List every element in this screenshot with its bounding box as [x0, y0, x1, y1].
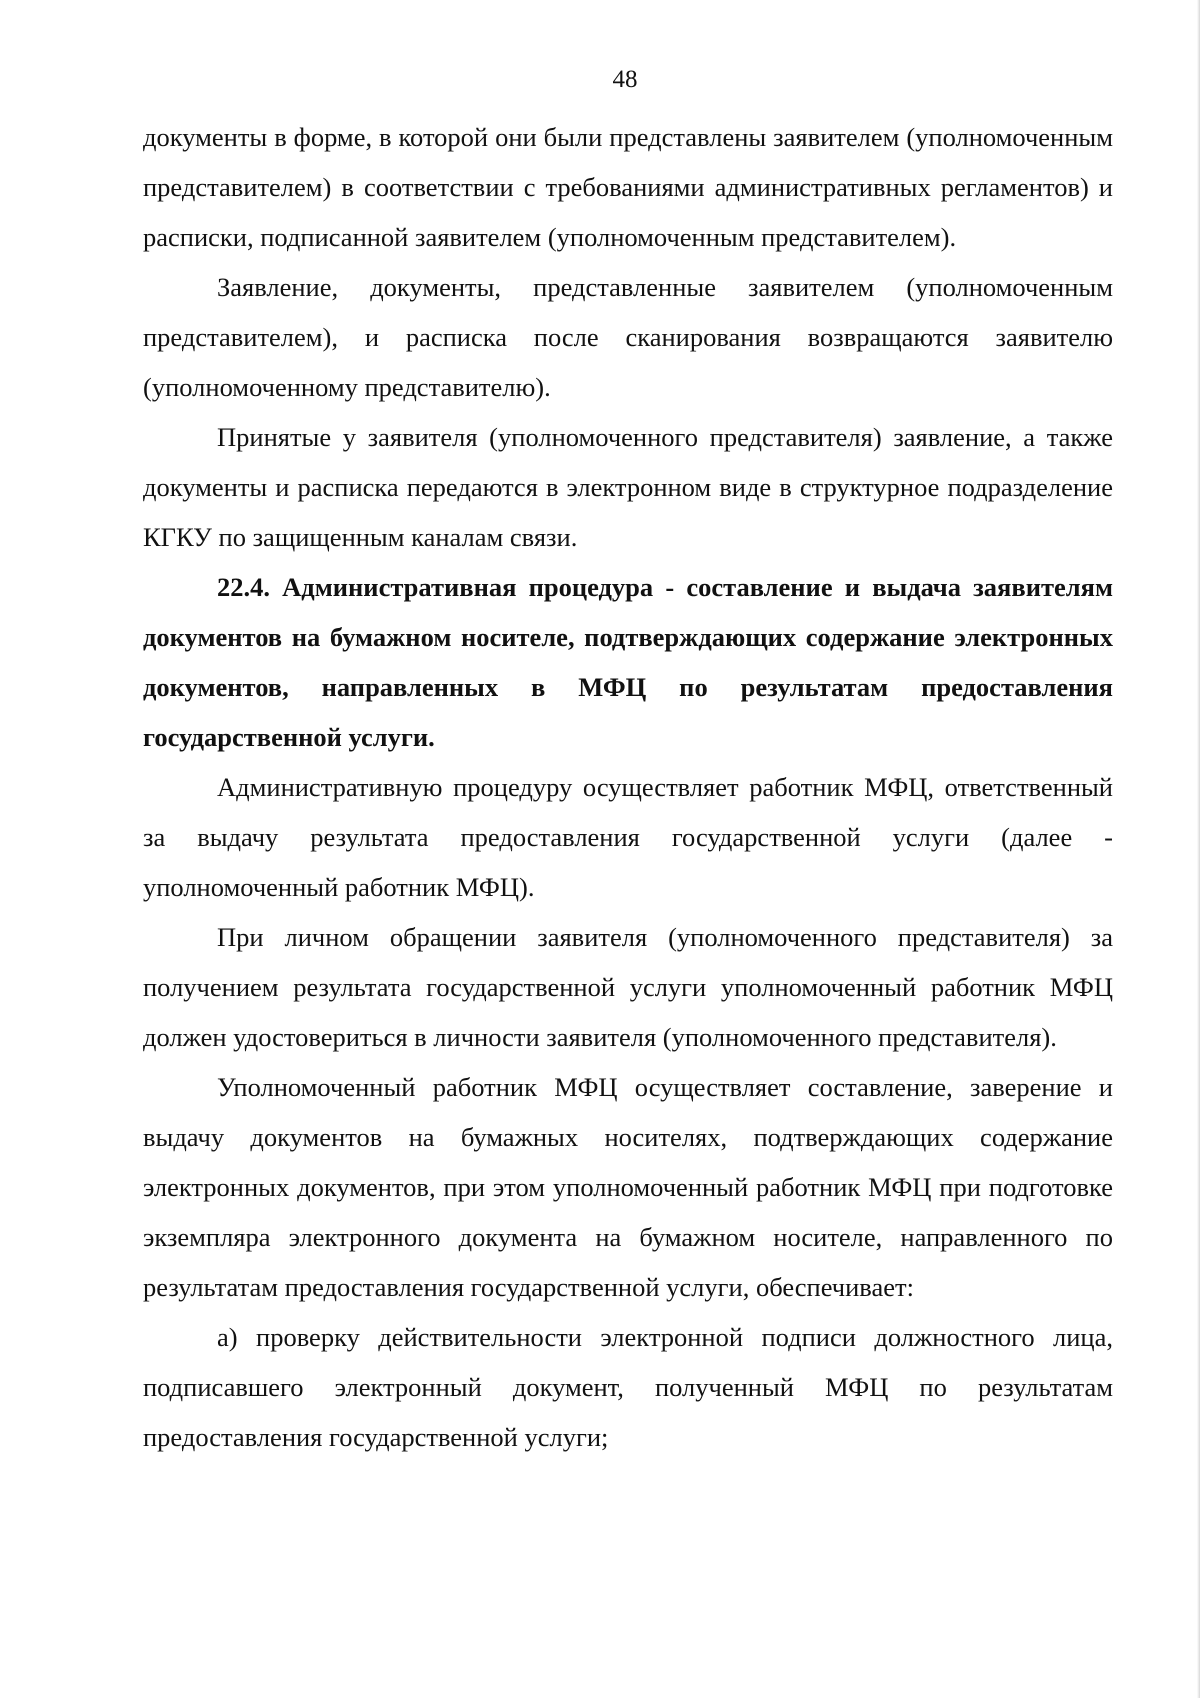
- paragraph-identity-check: При личном обращении заявителя (уполномоченного представителя) за получением результата государственной услуги уполномоченный работник МФЦ должен удостовериться в личности заявителя (уполномоченного представителя).: [143, 922, 1113, 1052]
- page-number: 48: [612, 66, 638, 93]
- paragraph-transfer-electronic: Принятые у заявителя (уполномоченного представителя) заявление, а также документы и расписка передаются в электронном виде в структурное подразделение КГКУ по защищенным каналам связи.: [143, 422, 1113, 552]
- paragraph-procedure-performer: Административную процедуру осуществляет работник МФЦ, ответственный за выдачу результата предоставления государственной услуги (далее - уполномоченный работник МФЦ).: [143, 772, 1113, 902]
- list-item-a: а) проверку действительности электронной подписи должностного лица, подписавшего электронный документ, полученный МФЦ по результатам предоставления государственной услуги;: [143, 1322, 1113, 1452]
- section-heading-22-4: 22.4. Административная процедура - составление и выдача заявителям документов на бумажном носителе, подтверждающих содержание электронных документов, направленных в МФЦ по результатам предоставления государственной услуги.: [143, 572, 1113, 752]
- paragraph-issuing-documents: Уполномоченный работник МФЦ осуществляет составление, заверение и выдачу документов на бумажных носителях, подтверждающих содержание электронных документов, при этом уполномоченный работник МФЦ при подготовке экземпляра электронного документа на бумажном носителе, направленного по результатам предоставления государственной услуги, обеспечивает:: [143, 1072, 1113, 1302]
- paragraph-return-documents: Заявление, документы, представленные заявителем (уполномоченным представителем), и расписка после сканирования возвращаются заявителю (уполномоченному представителю).: [143, 272, 1113, 402]
- paragraph-continuation: документы в форме, в которой они были представлены заявителем (уполномоченным представителем) в соответствии с требованиями административных регламентов) и расписки, подписанной заявителем (уполномоченным представителем).: [143, 122, 1113, 252]
- document-body: [143, 112, 1113, 1462]
